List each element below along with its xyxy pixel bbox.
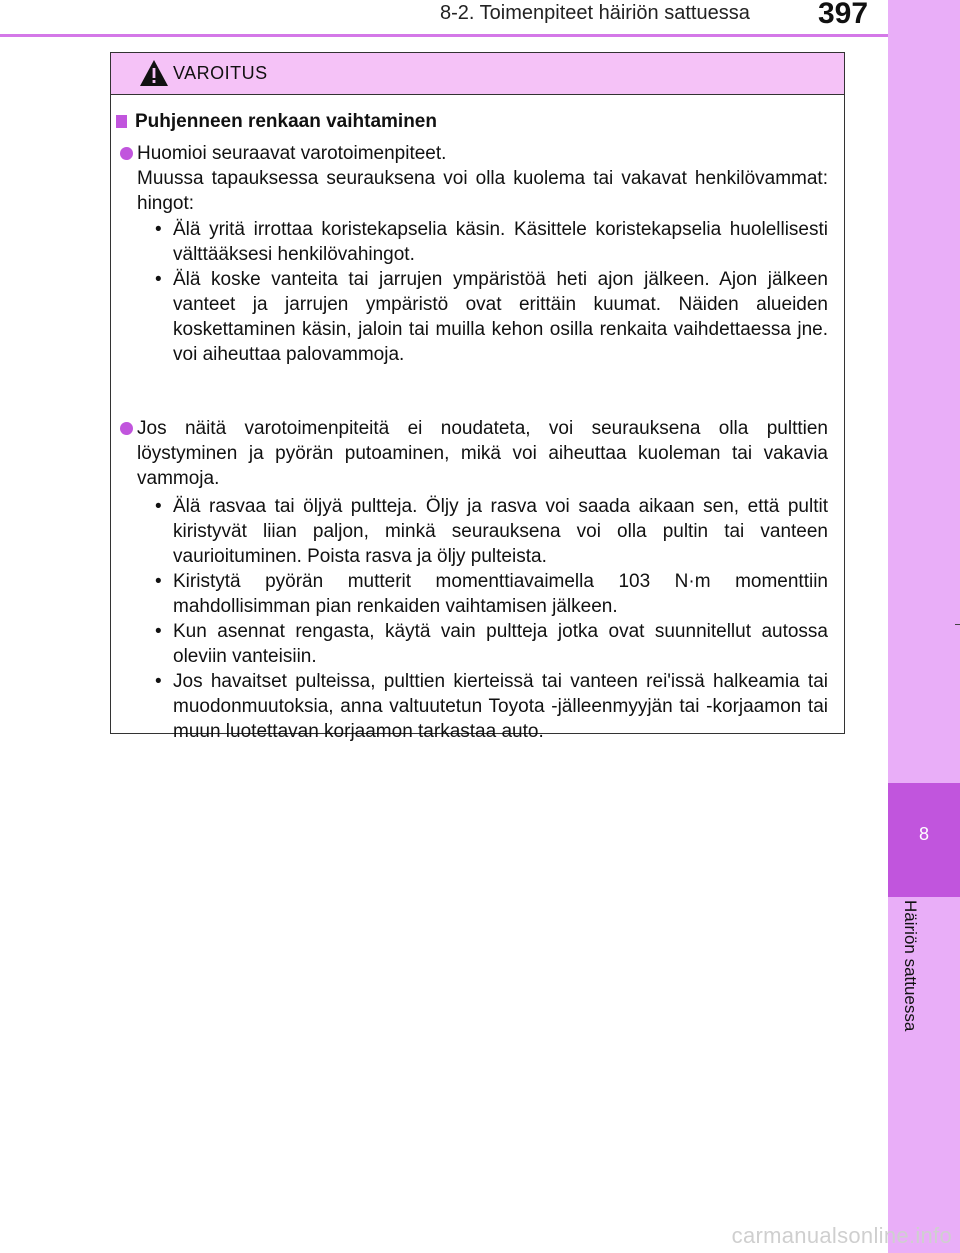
list-item: • Älä yritä irrottaa koristekapselia käsin. Käsittele koristekapselia huolellisesti välttääksesi henkilövahingot.: [155, 219, 828, 265]
list-item: • Älä koske vanteita tai jarrujen ympäristöä heti ajon jälkeen. Ajon jälkeen vanteet ja jarrujen ympäristö ovat erittäin kuumat. Näiden alueiden koskettaminen käsin, jaloin tai muilla kehon osilla renkaita vaihdettaessa jne. voi aiheuttaa palovammoja.: [155, 269, 828, 365]
chapter-label: Häiriön sattuessa: [901, 900, 920, 1032]
circle-bullet-icon: [120, 422, 133, 435]
item-1-bullets: [151, 217, 828, 367]
chapter-number: 8: [918, 824, 929, 844]
list-item: • Jos havaitset pulteissa, pulttien kierteissä tai vanteen rei'issä halkeamia tai muodonmuutoksia, anna valtuutetun Toyota -jälleenmyyjän tai -korjaamon tai muun luotettavan korjaamon tarkastaa auto.: [155, 671, 828, 742]
list-item: • Kun asennat rengasta, käytä vain pultteja jotka ovat suunnitellut autossa oleviin vanteisiin.: [155, 621, 828, 667]
warning-item-2: [137, 416, 828, 491]
circle-bullet-icon: [120, 147, 133, 160]
item-2-text: Jos näitä varotoimenpiteitä ei noudateta, voi seurauksena olla pulttien löystyminen ja pyörän putoaminen, mikä voi aiheuttaa kuoleman tai vakavia vammoja.: [137, 418, 828, 489]
item-2-bullets: [151, 494, 828, 744]
header-rule: [0, 34, 888, 37]
square-bullet-icon: [116, 115, 127, 128]
warning-item-1: [137, 141, 828, 216]
header-title: 8-2. Toimenpiteet häiriön sattuessa: [440, 2, 750, 24]
section-heading-text: Puhjenneen renkaan vaihtaminen: [135, 111, 437, 132]
margin-tick: [955, 624, 960, 625]
watermark: carmanualsonline.info: [731, 1223, 952, 1248]
list-item: • Älä rasvaa tai öljyä pultteja. Öljy ja rasva voi saada aikaan sen, että pultit kiristyvät liian paljon, minkä seurauksena voi olla pultin tai vanteen vaurioituminen. Poista rasva ja öljy pulteista.: [155, 496, 828, 567]
warning-title: VAROITUS: [173, 63, 268, 83]
section-heading: [116, 111, 437, 133]
item-1-text: Muussa tapauksessa seurauksena voi olla kuolema tai vakavat henkilövammat: hingot:: [137, 168, 828, 214]
list-item: • Kiristytä pyörän mutterit momenttiavaimella 103 N·m momenttiin mahdollisimman pian renkaiden vaihtamisen jälkeen.: [155, 571, 828, 617]
warning-box: [110, 52, 845, 742]
side-tab: [888, 0, 960, 1253]
item-1-lead: Huomioi seuraavat varotoimenpiteet.: [137, 143, 447, 164]
warning-triangle-icon: [139, 59, 169, 87]
page-number: 397: [818, 0, 869, 30]
warning-header: [111, 53, 844, 95]
